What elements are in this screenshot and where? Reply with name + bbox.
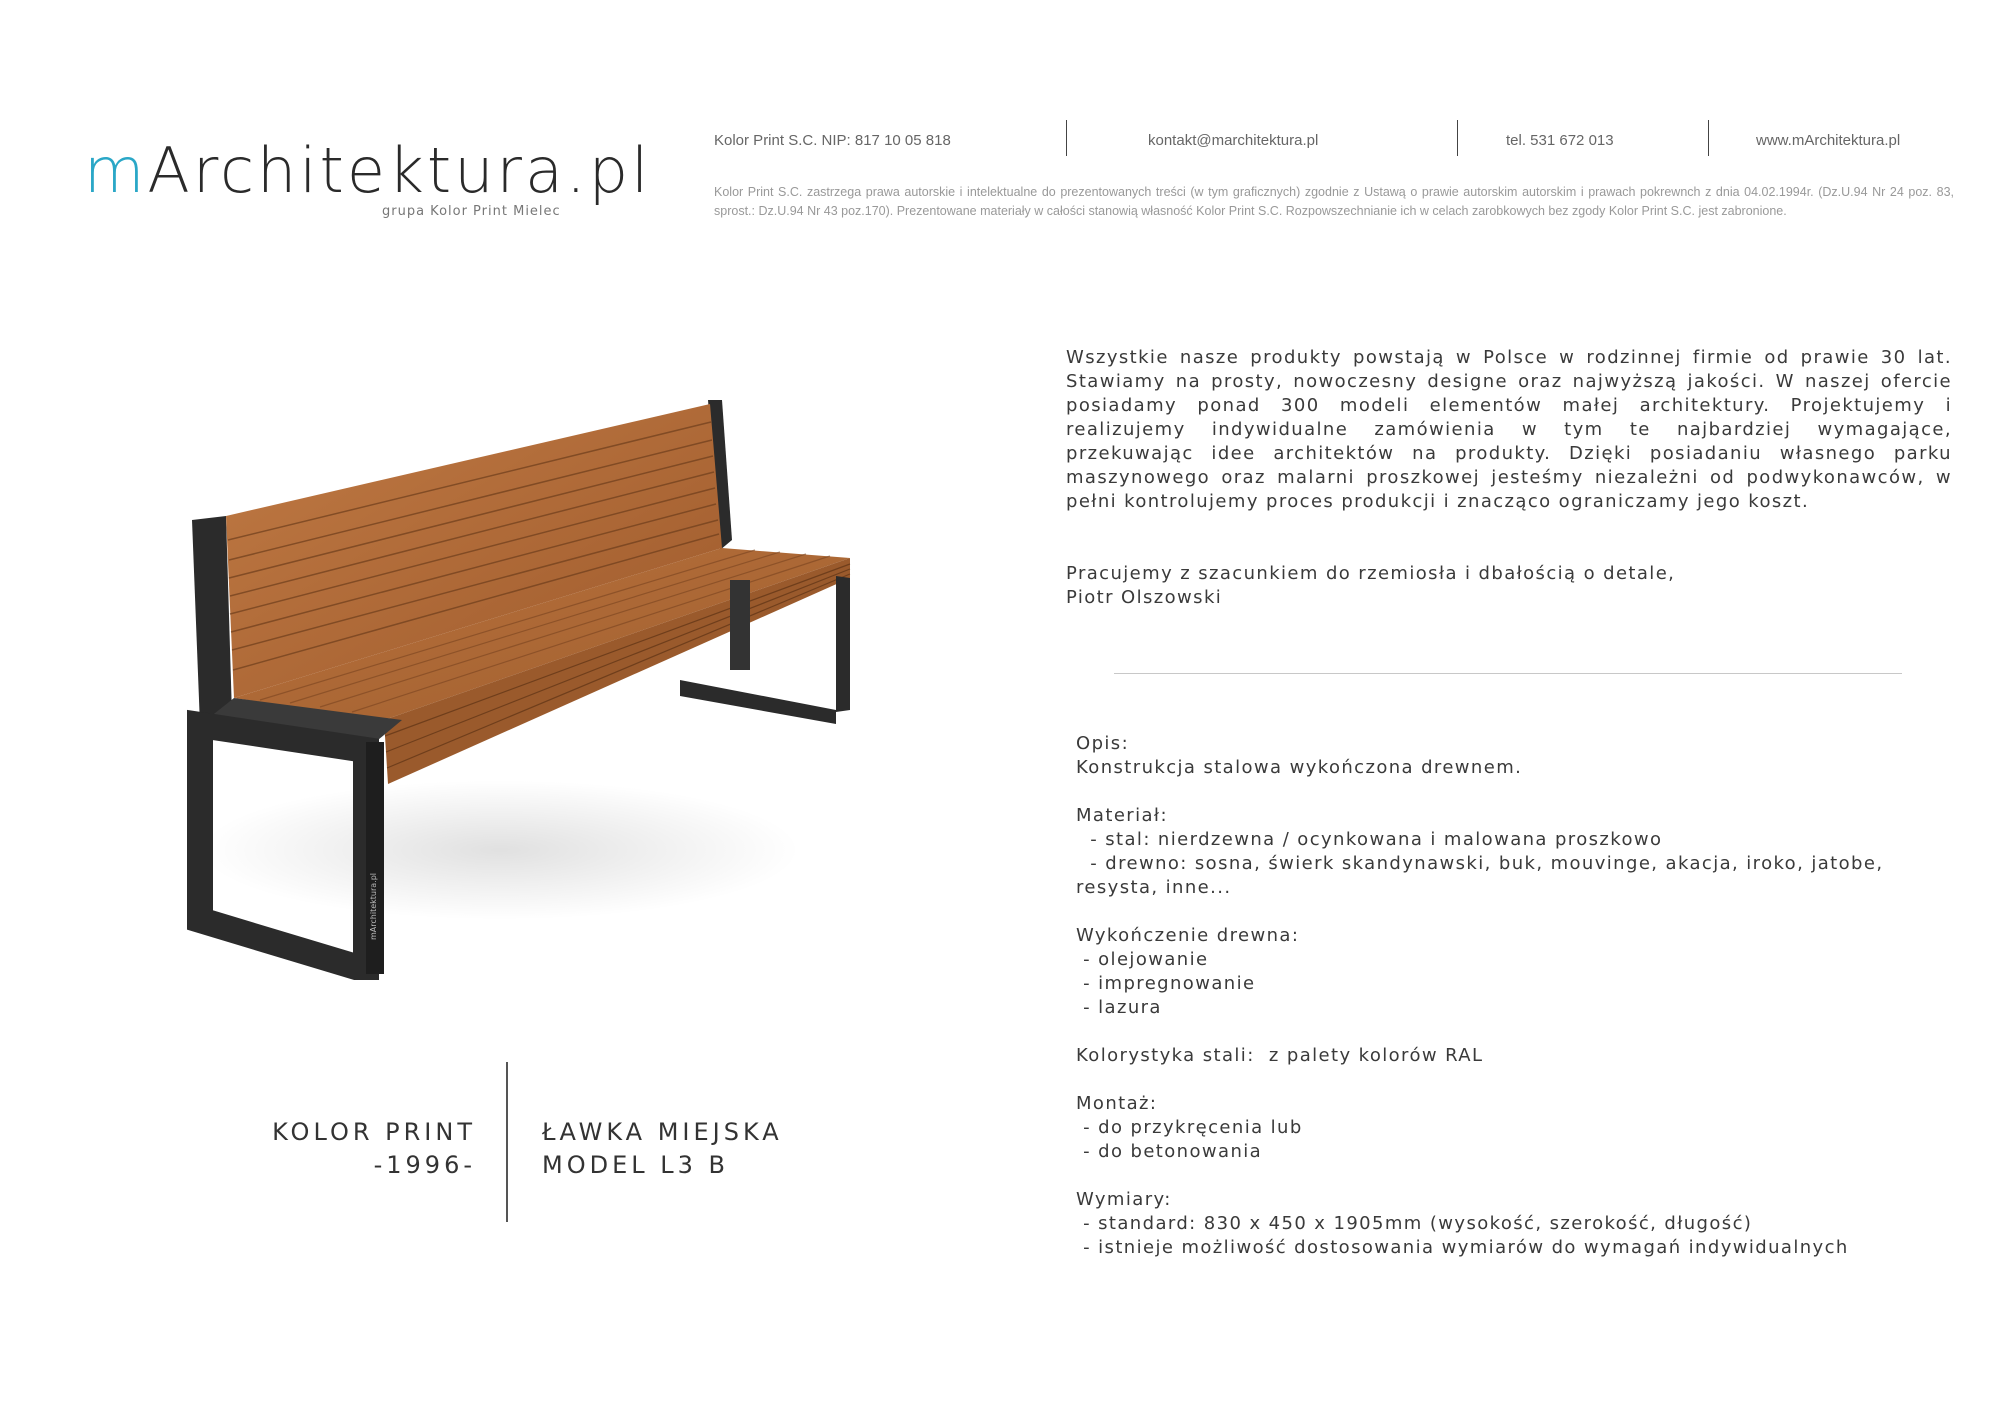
- spec-mount-item: - do betonowania: [1076, 1141, 1263, 1162]
- company-info: Kolor Print S.C. NIP: 817 10 05 818: [714, 132, 951, 149]
- copyright-notice: Kolor Print S.C. zastrzega prawa autorskie i intelektualne do prezentowanych treści (w tym graficznych) zgodnie z Ustawą o prawie autorskim autorskim i prawach pokrewnch z dnia 04.02.1994r. (Dz.U.94 Nr 24 poz. 83, sprost.: Dz.U.94 Nr 43 poz.170). Prezentowane materiały w całości stanowią własność Kolor Print S.C. Rozpowszechnianie ich w celach zarobkowych bez zgody Kolor Print S.C. jest zabronione.: [714, 185, 1954, 218]
- header-divider: [1708, 120, 1709, 156]
- email-link[interactable]: kontakt@marchitektura.pl: [1148, 132, 1319, 149]
- spec-finish-item: - lazura: [1076, 997, 1162, 1018]
- spec-description: Konstrukcja stalowa wykończona drewnem.: [1076, 757, 1523, 778]
- bench-back-left-post: [192, 516, 232, 725]
- spec-material-label: Materiał:: [1076, 805, 1168, 826]
- section-divider: [1114, 673, 1902, 674]
- bench-image: [170, 380, 890, 980]
- spec-dimensions-label: Wymiary:: [1076, 1189, 1172, 1210]
- about-text: [1066, 346, 1952, 514]
- header-divider: [1066, 120, 1067, 156]
- product-block: [542, 1116, 783, 1182]
- brand-block: [272, 1116, 476, 1182]
- spec-material-item: resysta, inne...: [1076, 877, 1232, 898]
- spec-material-item: - drewno: sosna, świerk skandynawski, buk, mouvinge, akacja, iroko, jatobe,: [1076, 853, 1884, 874]
- spec-dimensions-item: - standard: 830 x 450 x 1905mm (wysokość, szerokość, długość): [1076, 1213, 1753, 1234]
- brand-name: KOLOR PRINT: [272, 1118, 476, 1146]
- signature: Piotr Olszowski: [1066, 587, 1223, 608]
- spec-material-item: - stal: nierdzewna / ocynkowana i malowana proszkowo: [1076, 829, 1663, 850]
- spec-color: Kolorystyka stali: z palety kolorów RAL: [1076, 1045, 1484, 1066]
- frame-label: mArchitektura.pl: [369, 872, 378, 940]
- brand-year: -1996-: [373, 1151, 476, 1179]
- website-link[interactable]: www.mArchitektura.pl: [1756, 132, 1901, 149]
- spec-dimensions-item: - istnieje możliwość dostosowania wymiarów do wymagań indywidualnych: [1076, 1237, 1849, 1258]
- spec-finish-label: Wykończenie drewna:: [1076, 925, 1300, 946]
- brand-logo: [84, 134, 652, 219]
- product-model: MODEL L3 B: [542, 1151, 729, 1179]
- spec-mount-label: Montaż:: [1076, 1093, 1158, 1114]
- about-paragraph: Wszystkie nasze produkty powstają w Polsce w rodzinnej firmie od prawie 30 lat. Stawiamy na prosty, nowoczesny designe oraz najwyższą jakości. W naszej ofercie posiadamy ponad 300 modeli elementów małej architektury. Projektujemy i realizujemy indywidualne zamówienia w tym te najbardziej wymagające, przekuwając idee architektów na produkty. Dzięki posiadaniu własnego parku maszynowego oraz malarni proszkowej jesteśmy niezależni od podwykonawców, w pełni kontrolujemy proces produkcji i znacząco ograniczamy jego koszt.: [1066, 347, 1952, 512]
- bench-shadow: [200, 780, 800, 920]
- footer-divider: [506, 1062, 508, 1222]
- spec-description-label: Opis:: [1076, 733, 1130, 754]
- closing-block: [1066, 562, 1952, 610]
- header-divider: [1457, 120, 1458, 156]
- logo-wordmark: [84, 134, 652, 207]
- phone-number[interactable]: tel. 531 672 013: [1506, 132, 1614, 149]
- closing-line: Pracujemy z szacunkiem do rzemiosła i dbałością o detale,: [1066, 563, 1676, 584]
- product-name: ŁAWKA MIEJSKA: [542, 1118, 783, 1146]
- spec-mount-item: - do przykręcenia lub: [1076, 1117, 1303, 1138]
- spec-finish-item: - olejowanie: [1076, 949, 1209, 970]
- spec-finish-item: - impregnowanie: [1076, 973, 1256, 994]
- logo-subtitle: grupa Kolor Print Mielec: [382, 204, 561, 219]
- logo-m: m: [84, 134, 148, 207]
- logo-rest: Architektura.pl: [147, 134, 652, 207]
- product-spec: [1076, 732, 1956, 1260]
